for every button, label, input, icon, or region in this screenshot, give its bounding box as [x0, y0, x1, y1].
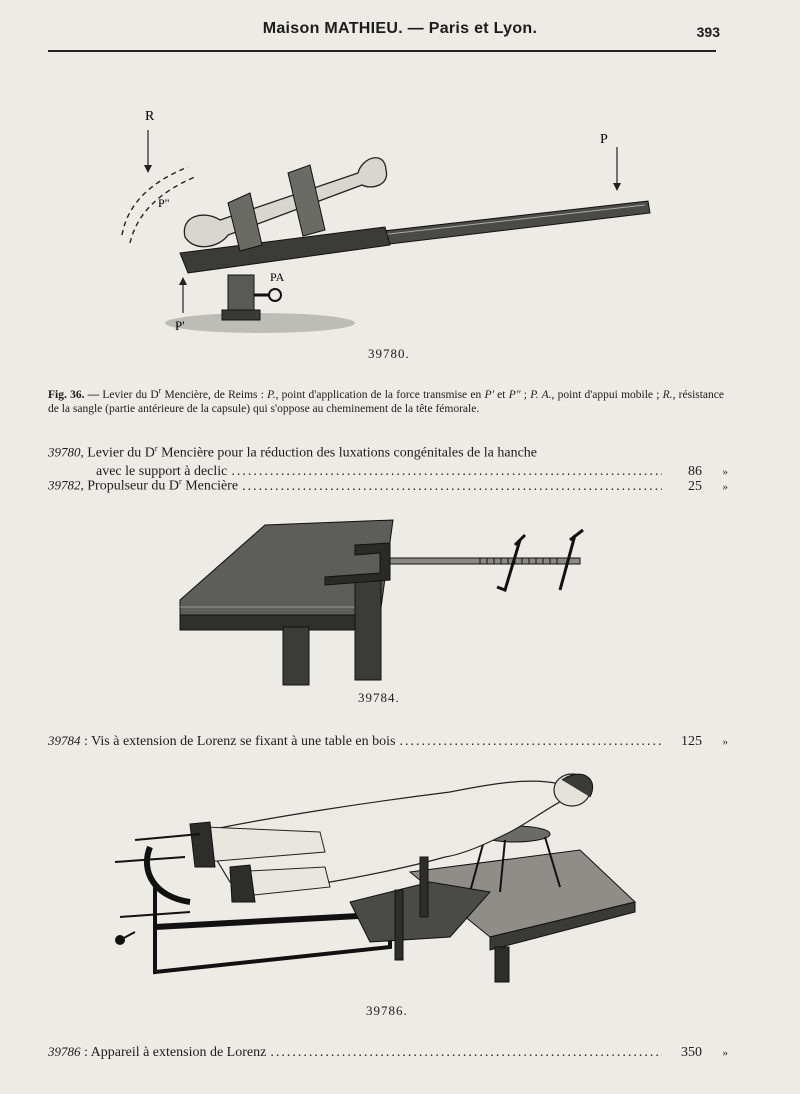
caption-p1: P' — [484, 388, 494, 401]
entry-price: 350 — [681, 1045, 702, 1060]
leader-dots — [399, 733, 662, 751]
catalog-entry-39784 — [48, 732, 728, 751]
running-header: Maison MATHIEU. — Paris et Lyon. — [262, 20, 538, 37]
caption-sup: r — [158, 386, 162, 395]
label-p: P — [600, 132, 608, 147]
caption-pa: P. A. — [530, 388, 552, 401]
caption-fig: Fig. 36. — — [48, 388, 100, 401]
entry-sup: r — [179, 477, 182, 486]
extension-screw-illustration — [175, 515, 595, 690]
page-number: 393 — [696, 24, 720, 40]
entry-number: 39786 — [48, 1044, 81, 1059]
entry-text: Propulseur du D — [83, 478, 180, 494]
entry-price: 25 — [688, 478, 702, 494]
caption-p2: P" — [508, 388, 521, 401]
caption-text-c: , point d'application de la force transmise en — [275, 388, 485, 401]
lorenz-apparatus-illustration — [110, 762, 655, 987]
catalog-entry-39782 — [48, 473, 728, 496]
entry-price: 125 — [681, 734, 702, 749]
figure3-number: 39786. — [366, 1003, 408, 1018]
entry-number: 39780, — [48, 444, 84, 460]
caption-r: R. — [662, 388, 673, 401]
entry-sup: r — [154, 444, 158, 453]
figure1-number: 39780. — [368, 346, 410, 361]
label-p-double: P" — [158, 196, 170, 210]
catalog-entry-39786 — [48, 1043, 728, 1062]
entry-unit: » — [722, 480, 728, 493]
lever-illustration — [100, 95, 680, 340]
leader-dots — [242, 478, 662, 496]
entry-text: Levier du D — [83, 445, 155, 461]
caption-text-e: ; — [520, 388, 531, 401]
figure-caption — [48, 384, 724, 416]
header-rule — [48, 50, 716, 52]
entry-unit: » — [722, 465, 728, 478]
entry-price: 86 — [688, 463, 702, 479]
entry-text-b: Mencière — [181, 478, 239, 494]
entry-unit: » — [722, 736, 728, 748]
label-r: R — [145, 109, 155, 124]
entry-unit: » — [722, 1047, 728, 1059]
label-p-prime: P' — [175, 318, 185, 333]
entry-text-line2: avec le support à declic — [96, 463, 228, 479]
entry-number: 39782, — [48, 477, 84, 493]
caption-p: P. — [267, 388, 276, 401]
entry-text-b: Mencière pour la réduction des luxations congénitales de la hanche — [157, 445, 537, 461]
caption-text-d: et — [493, 388, 509, 401]
leader-dots — [270, 1044, 662, 1062]
label-pa: PA — [270, 270, 285, 284]
caption-text-g: , résistance de la sangle (partie antérieure de la capsule) qui s'oppose au cheminement de la tête fémorale. — [48, 388, 724, 415]
caption-text-a: Levier du D — [99, 388, 159, 401]
figure2-number: 39784. — [358, 690, 400, 705]
entry-number: 39784 — [48, 733, 81, 748]
entry-text: : Vis à extension de Lorenz se fixant à une table en bois — [80, 734, 396, 749]
caption-text-b: Mencière, de Reims : — [161, 388, 268, 401]
entry-text: : Appareil à extension de Lorenz — [80, 1045, 267, 1060]
caption-text-f: , point d'appui mobile ; — [551, 388, 663, 401]
